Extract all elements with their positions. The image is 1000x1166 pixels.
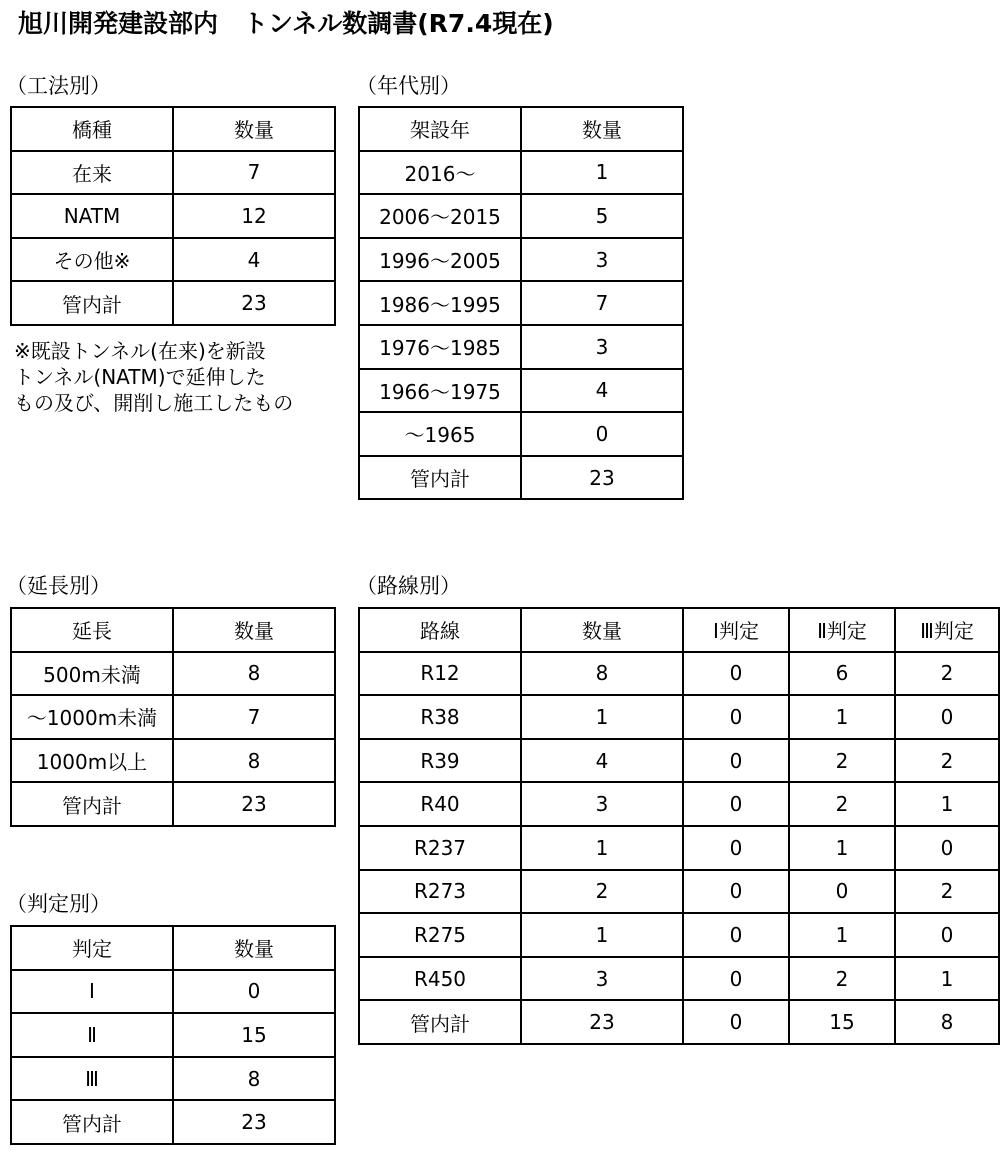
table-total-row bbox=[359, 456, 683, 500]
table-cell: 0 bbox=[683, 870, 789, 914]
table-cell: 8 bbox=[895, 1000, 999, 1044]
table-row bbox=[359, 369, 683, 413]
table-header-cell: 数量 bbox=[521, 608, 683, 652]
table-cell: 2006～2015 bbox=[359, 194, 521, 238]
table-row bbox=[359, 957, 999, 1001]
table-cell: 0 bbox=[173, 970, 335, 1014]
table-row bbox=[11, 1013, 335, 1057]
table-cell: 0 bbox=[895, 826, 999, 870]
table-cell: 8 bbox=[521, 652, 683, 696]
table-cell: 2 bbox=[895, 652, 999, 696]
table-cell: Ⅲ bbox=[11, 1057, 173, 1101]
footnote-line: ※既設トンネル(在来)を新設 bbox=[14, 339, 266, 363]
table-cell: 3 bbox=[521, 238, 683, 282]
table-cell: 3 bbox=[521, 957, 683, 1001]
table-cell: 4 bbox=[173, 238, 335, 282]
table-row bbox=[11, 695, 335, 739]
table-cell: 2016～ bbox=[359, 151, 521, 195]
table-total-row bbox=[11, 782, 335, 826]
table-cell: 0 bbox=[789, 870, 895, 914]
page-title: 旭川開発建設部内 トンネル数調書(R7.4現在) bbox=[18, 9, 554, 38]
table-header-cell: 架設年 bbox=[359, 107, 521, 151]
table-cell: 500m未満 bbox=[11, 652, 173, 696]
table-cell: 0 bbox=[683, 1000, 789, 1044]
table-cell: 0 bbox=[683, 739, 789, 783]
table-row bbox=[359, 695, 999, 739]
table-header-row bbox=[11, 608, 335, 652]
table-cell: 8 bbox=[173, 1057, 335, 1101]
table-cell: 1 bbox=[789, 695, 895, 739]
table-cell: R12 bbox=[359, 652, 521, 696]
table-cell: 管内計 bbox=[11, 782, 173, 826]
table-row bbox=[359, 194, 683, 238]
table-header-cell: 数量 bbox=[173, 608, 335, 652]
table-cell: 2 bbox=[521, 870, 683, 914]
table-row bbox=[359, 281, 683, 325]
table-cell: 1 bbox=[521, 913, 683, 957]
length-section-label: （延長別） bbox=[6, 574, 111, 598]
table-row bbox=[11, 652, 335, 696]
table-cell: 0 bbox=[683, 652, 789, 696]
table-cell: R39 bbox=[359, 739, 521, 783]
table-cell: 1986～1995 bbox=[359, 281, 521, 325]
table-header-row bbox=[359, 608, 999, 652]
table-cell: 15 bbox=[789, 1000, 895, 1044]
table-cell: 1 bbox=[521, 826, 683, 870]
table-cell: R450 bbox=[359, 957, 521, 1001]
table-row bbox=[359, 739, 999, 783]
table-cell: 4 bbox=[521, 739, 683, 783]
table-cell: 3 bbox=[521, 325, 683, 369]
table-cell: その他※ bbox=[11, 238, 173, 282]
table-cell: 2 bbox=[895, 739, 999, 783]
table-cell: 0 bbox=[521, 412, 683, 456]
table-header-row bbox=[11, 107, 335, 151]
table-cell: 1 bbox=[895, 782, 999, 826]
table-header-cell: Ⅱ判定 bbox=[789, 608, 895, 652]
table-cell: 15 bbox=[173, 1013, 335, 1057]
table-header-cell: 延長 bbox=[11, 608, 173, 652]
table-cell: R275 bbox=[359, 913, 521, 957]
table-cell: 23 bbox=[173, 281, 335, 325]
table-cell: Ⅰ bbox=[11, 970, 173, 1014]
table-cell: 23 bbox=[173, 1100, 335, 1144]
table-row bbox=[359, 325, 683, 369]
table-cell: ～1965 bbox=[359, 412, 521, 456]
table-cell: ～1000m未満 bbox=[11, 695, 173, 739]
table-total-row bbox=[11, 281, 335, 325]
footnote-line: もの及び、開削し施工したもの bbox=[14, 391, 294, 415]
table-header-cell: 数量 bbox=[521, 107, 683, 151]
table-header-cell: 数量 bbox=[173, 926, 335, 970]
table-cell: 0 bbox=[683, 695, 789, 739]
table-cell: 在来 bbox=[11, 151, 173, 195]
table-cell: 2 bbox=[789, 782, 895, 826]
era-table bbox=[358, 106, 684, 500]
table-header-cell: Ⅰ判定 bbox=[683, 608, 789, 652]
era-section-label: （年代別） bbox=[356, 74, 461, 98]
table-cell: NATM bbox=[11, 194, 173, 238]
table-header-row bbox=[11, 926, 335, 970]
table-total-row bbox=[359, 1000, 999, 1044]
table-cell: 1 bbox=[521, 151, 683, 195]
table-cell: R237 bbox=[359, 826, 521, 870]
table-cell: 2 bbox=[789, 957, 895, 1001]
route-table bbox=[358, 607, 1000, 1045]
table-header-cell: 判定 bbox=[11, 926, 173, 970]
table-cell: 管内計 bbox=[11, 1100, 173, 1144]
length-table bbox=[10, 607, 336, 827]
table-cell: 4 bbox=[521, 369, 683, 413]
table-row bbox=[11, 1057, 335, 1101]
table-cell: 23 bbox=[521, 1000, 683, 1044]
table-cell: 2 bbox=[895, 870, 999, 914]
table-cell: 5 bbox=[521, 194, 683, 238]
table-row bbox=[11, 194, 335, 238]
table-cell: 0 bbox=[683, 782, 789, 826]
method-footnote bbox=[14, 338, 293, 416]
table-row bbox=[359, 782, 999, 826]
table-row bbox=[359, 151, 683, 195]
table-cell: 0 bbox=[895, 695, 999, 739]
table-cell: 7 bbox=[521, 281, 683, 325]
footnote-line: トンネル(NATM)で延伸した bbox=[14, 365, 266, 389]
table-row bbox=[359, 870, 999, 914]
table-cell: 6 bbox=[789, 652, 895, 696]
table-cell: 管内計 bbox=[359, 1000, 521, 1044]
table-cell: 管内計 bbox=[359, 456, 521, 500]
judgement-table bbox=[10, 925, 336, 1145]
table-cell: 1 bbox=[895, 957, 999, 1001]
table-cell: 3 bbox=[521, 782, 683, 826]
method-table bbox=[10, 106, 336, 326]
method-section-label: （工法別） bbox=[6, 74, 111, 98]
table-header-cell: Ⅲ判定 bbox=[895, 608, 999, 652]
table-cell: Ⅱ bbox=[11, 1013, 173, 1057]
table-cell: 7 bbox=[173, 151, 335, 195]
table-row bbox=[359, 652, 999, 696]
table-cell: R38 bbox=[359, 695, 521, 739]
table-header-cell: 数量 bbox=[173, 107, 335, 151]
table-cell: 12 bbox=[173, 194, 335, 238]
table-cell: R40 bbox=[359, 782, 521, 826]
table-cell: 8 bbox=[173, 739, 335, 783]
table-cell: 管内計 bbox=[11, 281, 173, 325]
table-cell: 8 bbox=[173, 652, 335, 696]
route-section-label: （路線別） bbox=[356, 574, 461, 598]
table-row bbox=[11, 238, 335, 282]
table-row bbox=[359, 238, 683, 282]
table-row bbox=[11, 151, 335, 195]
table-row bbox=[359, 826, 999, 870]
table-cell: 23 bbox=[521, 456, 683, 500]
table-header-row bbox=[359, 107, 683, 151]
table-cell: 23 bbox=[173, 782, 335, 826]
table-cell: 1 bbox=[789, 826, 895, 870]
table-cell: R273 bbox=[359, 870, 521, 914]
table-cell: 1996～2005 bbox=[359, 238, 521, 282]
table-cell: 0 bbox=[895, 913, 999, 957]
table-header-cell: 路線 bbox=[359, 608, 521, 652]
table-cell: 0 bbox=[683, 957, 789, 1001]
table-row bbox=[359, 913, 999, 957]
table-header-cell: 橋種 bbox=[11, 107, 173, 151]
table-cell: 1 bbox=[521, 695, 683, 739]
table-cell: 1966～1975 bbox=[359, 369, 521, 413]
table-cell: 1976～1985 bbox=[359, 325, 521, 369]
table-row bbox=[11, 739, 335, 783]
table-cell: 2 bbox=[789, 739, 895, 783]
table-cell: 1 bbox=[789, 913, 895, 957]
table-cell: 1000m以上 bbox=[11, 739, 173, 783]
table-row bbox=[11, 970, 335, 1014]
table-row bbox=[359, 412, 683, 456]
table-cell: 0 bbox=[683, 826, 789, 870]
table-cell: 7 bbox=[173, 695, 335, 739]
table-cell: 0 bbox=[683, 913, 789, 957]
table-total-row bbox=[11, 1100, 335, 1144]
judgement-section-label: （判定別） bbox=[6, 892, 111, 916]
